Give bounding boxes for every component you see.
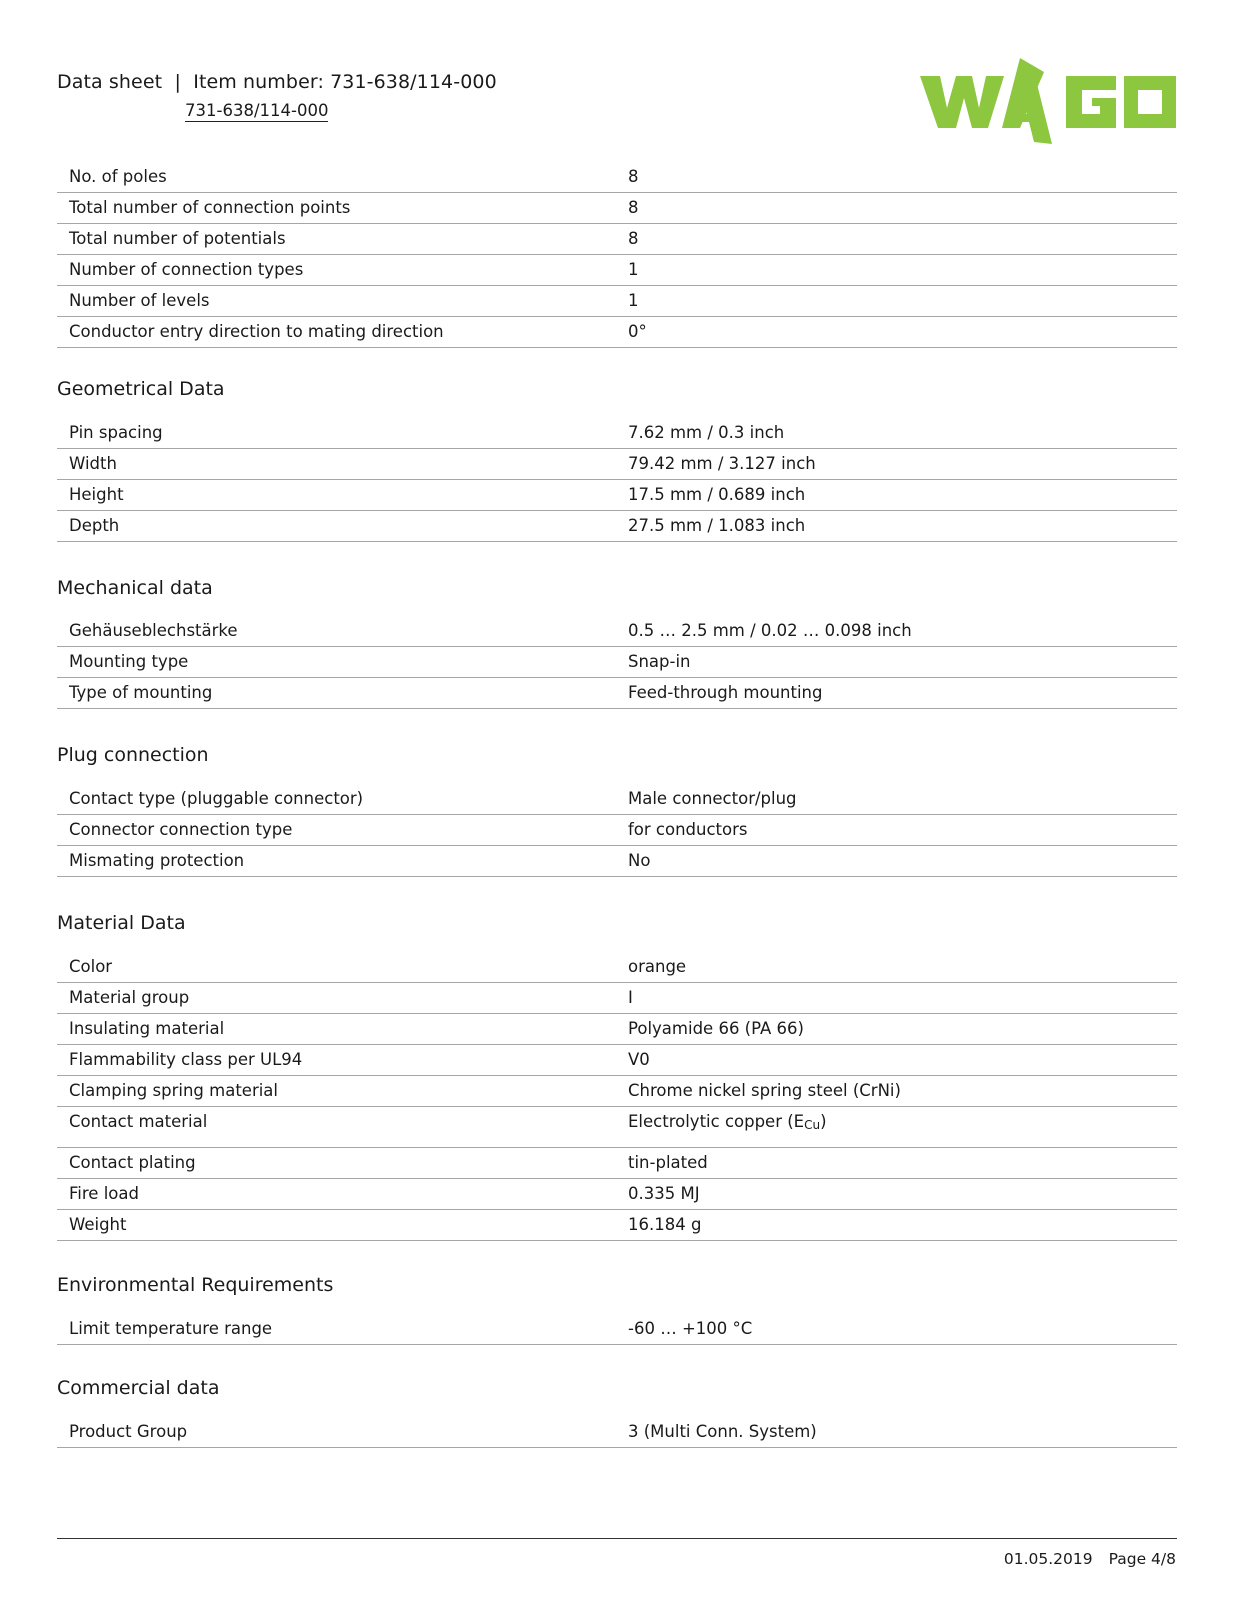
row-value: Snap-in <box>628 652 691 671</box>
table-row <box>57 1148 1177 1179</box>
row-label: Total number of connection points <box>69 198 351 217</box>
row-value: tin-plated <box>628 1153 708 1172</box>
table-row <box>57 317 1177 348</box>
table-row <box>57 983 1177 1014</box>
row-label: Clamping spring material <box>69 1081 279 1100</box>
row-label: Fire load <box>69 1184 139 1203</box>
row-value: 17.5 mm / 0.689 inch <box>628 485 806 504</box>
row-label: Contact type (pluggable connector) <box>69 789 364 808</box>
environmental-table <box>57 1314 1177 1345</box>
row-label: Depth <box>69 516 120 535</box>
general-data-table <box>57 162 1177 348</box>
table-row <box>57 449 1177 480</box>
row-value: 0.335 MJ <box>628 1184 700 1203</box>
table-row <box>57 815 1177 846</box>
table-row <box>57 224 1177 255</box>
item-number-link[interactable]: 731-638/114-000 <box>185 101 329 120</box>
row-label: Conductor entry direction to mating direction <box>69 322 444 341</box>
value-text: Electrolytic copper (E <box>628 1112 805 1131</box>
row-label: Color <box>69 957 113 976</box>
table-row <box>57 952 1177 983</box>
mechanical-data-table <box>57 616 1177 709</box>
row-label: Mounting type <box>69 652 189 671</box>
value-text: ) <box>820 1112 827 1131</box>
table-row <box>57 616 1177 647</box>
row-value: for conductors <box>628 820 748 839</box>
material-data-table <box>57 952 1177 1241</box>
table-row <box>57 193 1177 224</box>
row-label: Contact plating <box>69 1153 196 1172</box>
table-row <box>57 1076 1177 1107</box>
row-value: 79.42 mm / 3.127 inch <box>628 454 816 473</box>
footer-date: 01.05.2019 <box>1003 1550 1093 1568</box>
row-value <box>628 1112 827 1131</box>
row-value: 8 <box>628 198 639 217</box>
table-row <box>57 255 1177 286</box>
row-label: Total number of potentials <box>69 229 286 248</box>
table-row <box>57 1045 1177 1076</box>
geometrical-data-table <box>57 418 1177 542</box>
row-label: Insulating material <box>69 1019 225 1038</box>
row-value: 8 <box>628 167 639 186</box>
row-value: Male connector/plug <box>628 789 797 808</box>
row-value: 3 (Multi Conn. System) <box>628 1422 817 1441</box>
plug-connection-table <box>57 784 1177 877</box>
row-label: Connector connection type <box>69 820 293 839</box>
table-row <box>57 1314 1177 1345</box>
row-value: 8 <box>628 229 639 248</box>
table-row <box>57 286 1177 317</box>
table-row <box>57 1107 1177 1148</box>
row-value: Polyamide 66 (PA 66) <box>628 1019 804 1038</box>
table-row <box>57 846 1177 877</box>
section-title-geometrical: Geometrical Data <box>57 378 225 400</box>
section-title-mechanical: Mechanical data <box>57 577 213 599</box>
table-row <box>57 1014 1177 1045</box>
row-label: Material group <box>69 988 190 1007</box>
row-value: Chrome nickel spring steel (CrNi) <box>628 1081 901 1100</box>
footer <box>1004 1550 1176 1568</box>
row-label: Pin spacing <box>69 423 163 442</box>
table-row <box>57 162 1177 193</box>
wago-logo <box>920 58 1176 144</box>
row-label: Product Group <box>69 1422 188 1441</box>
section-title-plug: Plug connection <box>57 744 209 766</box>
row-value: V0 <box>628 1050 650 1069</box>
section-title-environmental: Environmental Requirements <box>57 1274 334 1296</box>
table-row <box>57 418 1177 449</box>
row-label: Width <box>69 454 117 473</box>
row-value: 7.62 mm / 0.3 inch <box>628 423 785 442</box>
row-label: Limit temperature range <box>69 1319 273 1338</box>
row-value: Feed-through mounting <box>628 683 823 702</box>
table-row <box>57 784 1177 815</box>
page-title: Data sheet | Item number: 731-638/114-000 <box>57 71 497 93</box>
table-row <box>57 480 1177 511</box>
row-label: Height <box>69 485 124 504</box>
row-value: 0.5 … 2.5 mm / 0.02 … 0.098 inch <box>628 621 912 640</box>
row-label: Number of connection types <box>69 260 304 279</box>
row-label: No. of poles <box>69 167 167 186</box>
table-row <box>57 1179 1177 1210</box>
row-value: -60 … +100 °C <box>628 1319 753 1338</box>
row-label: Flammability class per UL94 <box>69 1050 303 1069</box>
row-value: No <box>628 851 651 870</box>
row-value: 1 <box>628 260 639 279</box>
row-label: Mismating protection <box>69 851 245 870</box>
section-title-material: Material Data <box>57 912 186 934</box>
row-value: I <box>628 988 633 1007</box>
value-subscript: Cu <box>804 1118 821 1132</box>
row-value: 16.184 g <box>628 1215 702 1234</box>
row-value: 27.5 mm / 1.083 inch <box>628 516 806 535</box>
table-row <box>57 678 1177 709</box>
table-row <box>57 647 1177 678</box>
table-row <box>57 1417 1177 1448</box>
table-row <box>57 1210 1177 1241</box>
row-value: orange <box>628 957 687 976</box>
row-label: Type of mounting <box>69 683 213 702</box>
section-title-commercial: Commercial data <box>57 1377 220 1399</box>
row-label: Gehäuseblechstärke <box>69 621 238 640</box>
row-value: 0° <box>628 322 647 341</box>
row-label: Contact material <box>69 1112 208 1131</box>
commercial-table <box>57 1417 1177 1448</box>
row-label: Weight <box>69 1215 127 1234</box>
page-number: Page 4/8 <box>1108 1550 1176 1568</box>
table-row <box>57 511 1177 542</box>
row-label: Number of levels <box>69 291 210 310</box>
row-value: 1 <box>628 291 639 310</box>
footer-divider <box>57 1538 1177 1539</box>
